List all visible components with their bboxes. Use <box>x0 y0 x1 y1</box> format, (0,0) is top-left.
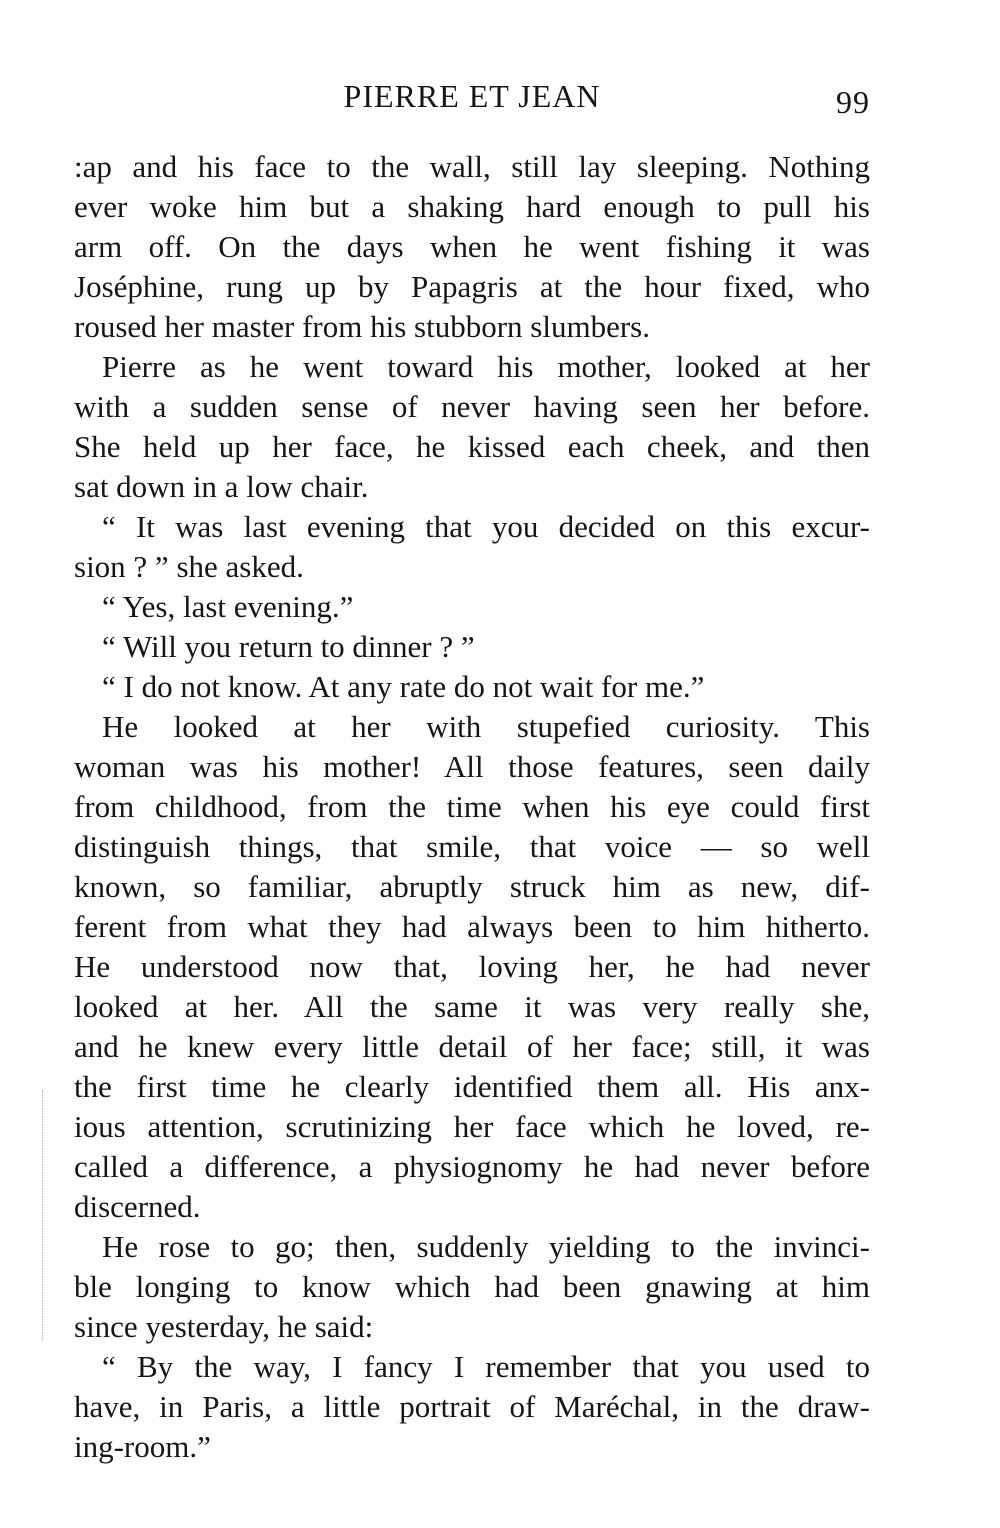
body-text <box>74 147 870 1467</box>
text-line: and he knew every little detail of her face; still, it was <box>74 1029 870 1064</box>
text-line: sion ? ” she asked. <box>74 549 304 584</box>
text-line: ious attention, scrutinizing her face which he loved, re- <box>74 1109 870 1144</box>
text-line: “ I do not know. At any rate do not wait for me.” <box>102 669 705 704</box>
text-line: the first time he clearly identified them all. His anx- <box>74 1069 870 1104</box>
text-line: since yesterday, he said: <box>74 1309 374 1344</box>
text-line: distinguish things, that smile, that voice — so well <box>74 829 870 864</box>
text-line: ferent from what they had always been to him hitherto. <box>74 909 870 944</box>
text-line: She held up her face, he kissed each cheek, and then <box>74 429 870 464</box>
text-line: ever woke him but a shaking hard enough to pull his <box>74 189 870 224</box>
text-line: with a sudden sense of never having seen her before. <box>74 389 870 424</box>
text-line: known, so familiar, abruptly struck him as new, dif- <box>74 869 870 904</box>
text-line: from childhood, from the time when his eye could first <box>74 789 870 824</box>
text-line: He rose to go; then, suddenly yielding to the invinci- <box>102 1229 870 1264</box>
text-line: looked at her. All the same it was very really she, <box>74 989 870 1024</box>
text-line: “ It was last evening that you decided on this excur- <box>102 509 870 544</box>
text-line: Pierre as he went toward his mother, looked at her <box>102 349 870 384</box>
page-number: 99 <box>836 84 870 120</box>
text-line: :ap and his face to the wall, still lay sleeping. Nothing <box>74 149 870 184</box>
gutter-dotted-mark <box>42 1090 43 1340</box>
text-line: He looked at her with stupefied curiosity. This <box>102 709 870 744</box>
text-line: Joséphine, rung up by Papagris at the hour fixed, who <box>74 269 870 304</box>
text-line: “ By the way, I fancy I remember that you used to <box>102 1349 870 1384</box>
running-head <box>74 78 870 122</box>
text-line: have, in Paris, a little portrait of Maréchal, in the draw- <box>74 1389 870 1424</box>
text-line: sat down in a low chair. <box>74 469 369 504</box>
running-title: PIERRE ET JEAN <box>343 78 601 114</box>
text-line: ing-room.” <box>74 1429 211 1464</box>
text-line: He understood now that, loving her, he had never <box>74 949 870 984</box>
text-line: woman was his mother! All those features, seen daily <box>74 749 870 784</box>
text-line: ble longing to know which had been gnawing at him <box>74 1269 870 1304</box>
text-line: discerned. <box>74 1189 201 1224</box>
text-line: “ Will you return to dinner ? ” <box>102 629 475 664</box>
text-line: roused her master from his stubborn slumbers. <box>74 309 650 344</box>
text-line: arm off. On the days when he went fishing it was <box>74 229 870 264</box>
text-line: “ Yes, last evening.” <box>102 589 354 624</box>
text-line: called a difference, a physiognomy he had never before <box>74 1149 870 1184</box>
